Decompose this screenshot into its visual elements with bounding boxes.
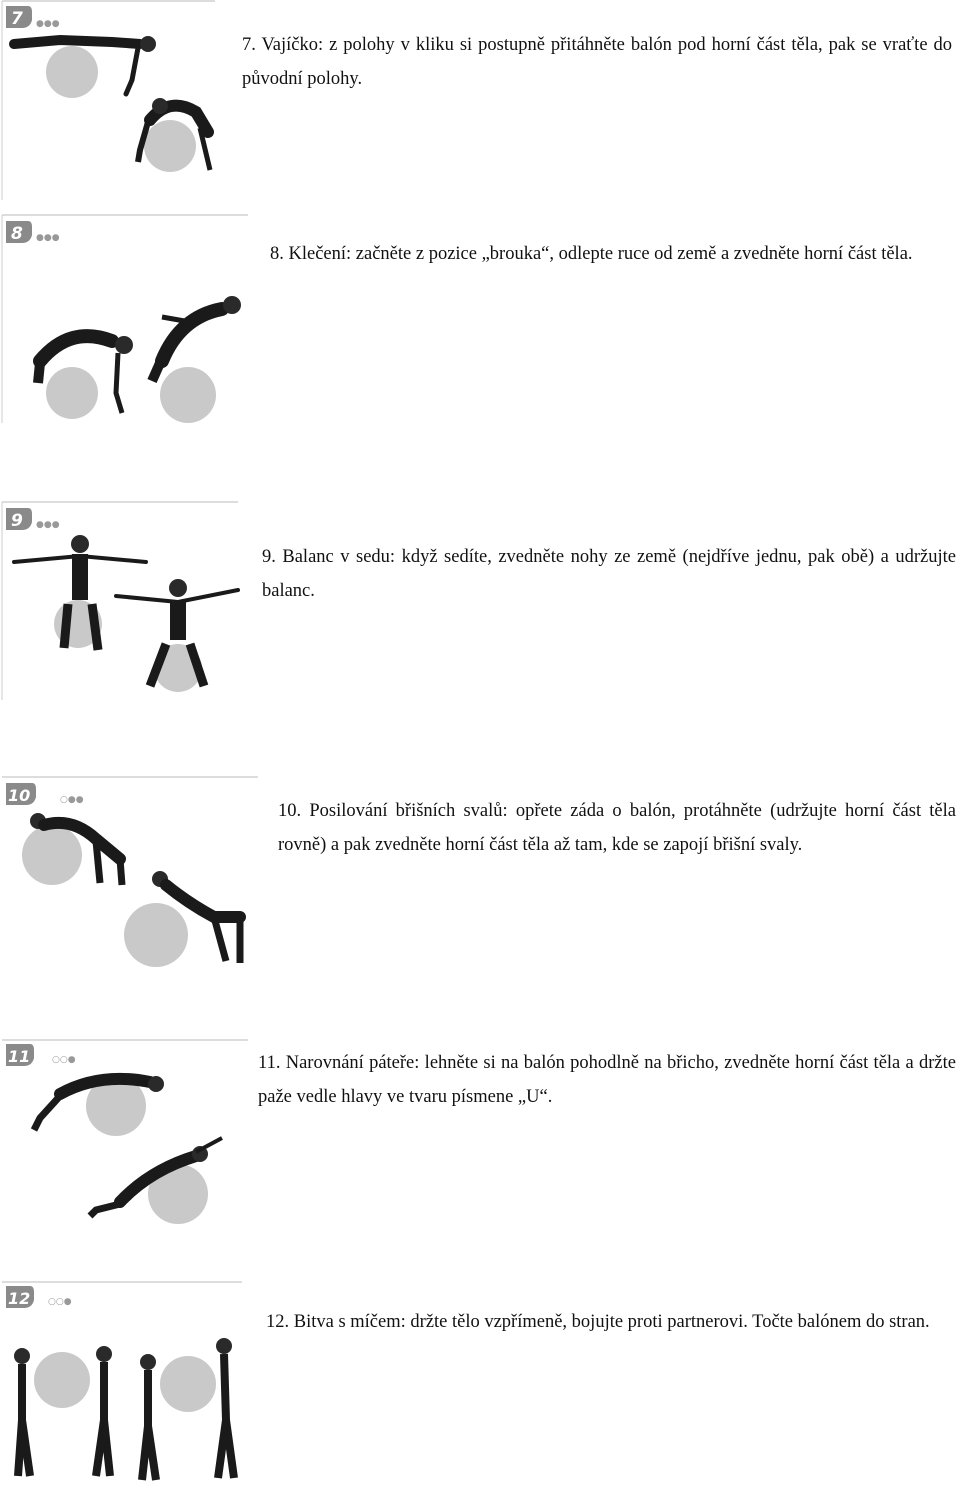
exercise-9-illustration [0, 500, 250, 710]
exercise-8 [0, 213, 960, 433]
exercise-badge [6, 1286, 34, 1308]
exercise-11 [0, 1038, 960, 1248]
svg-text:7: 7 [11, 9, 23, 29]
exercise-10 [0, 775, 960, 985]
svg-text:8: 8 [11, 224, 23, 244]
difficulty-dots: ●●● [36, 19, 60, 29]
difficulty-dots: ○○● [52, 1055, 76, 1065]
spine-figure-1 [34, 1076, 164, 1136]
svg-text:11: 11 [8, 1047, 31, 1066]
svg-text:10: 10 [8, 786, 31, 805]
crunch-figure-2 [124, 871, 240, 967]
exercise-9-text: 9. Balanc v sedu: když sedíte, zvedněte nohy ze země (nejdříve jednu, pak obě) a udržujte balanc. [262, 547, 956, 601]
exercise-10-text: 10. Posilování břišních svalů: opřete záda o balón, protáhněte (udržujte horní část těla rovně) a pak zvedněte horní část těla až tam, kde se zapojí břišní svaly. [278, 801, 956, 855]
exercise-badge [6, 508, 32, 531]
difficulty-dots: ●●● [36, 233, 60, 243]
exercise-7-illustration [0, 0, 240, 200]
exercise-11-text: 11. Narovnání páteře: lehněte si na balón pohodlně na břicho, zvedněte horní část těla a držte paže vedle hlavy ve tvaru písmene „U“. [258, 1053, 956, 1107]
difficulty-dots: ○●● [60, 795, 84, 805]
exercise-8-illustration [0, 213, 250, 433]
exercise-badge [6, 783, 36, 805]
curl-figure [138, 98, 210, 172]
exercise-12-text: 12. Bitva s míčem: držte tělo vzpřímeně, bojujte proti partnerovi. Točte balónem do stran. [266, 1312, 930, 1332]
exercise-badge [6, 1044, 34, 1066]
spine-figure-2 [90, 1138, 222, 1224]
crunch-figure-1 [22, 813, 122, 885]
svg-text:12: 12 [8, 1289, 31, 1308]
balance-figure-1 [14, 535, 146, 650]
balance-figure-2 [116, 579, 238, 692]
battle-pair-2 [140, 1338, 234, 1480]
kneel-figure-1 [38, 336, 133, 419]
exercise-11-illustration [0, 1038, 260, 1248]
difficulty-dots: ○○● [48, 1297, 72, 1307]
plank-figure [14, 36, 156, 98]
exercise-9 [0, 500, 960, 710]
battle-pair-1 [14, 1346, 112, 1476]
exercise-12-illustration [0, 1280, 250, 1492]
exercise-12 [0, 1280, 960, 1492]
exercise-7-text: 7. Vajíčko: z polohy v kliku si postupně přitáhněte balón pod horní část těla, pak se vraťte do původní polohy. [242, 35, 952, 89]
exercise-10-illustration [0, 775, 260, 985]
exercise-badge [6, 221, 32, 244]
exercise-8-text: 8. Klečení: začněte z pozice „brouka“, odlepte ruce od země a zvedněte horní část těla. [270, 244, 913, 264]
kneel-figure-2 [152, 296, 241, 423]
exercise-7 [0, 0, 960, 200]
svg-text:9: 9 [11, 511, 23, 531]
exercise-badge [6, 6, 32, 29]
difficulty-dots: ●●● [36, 520, 60, 530]
